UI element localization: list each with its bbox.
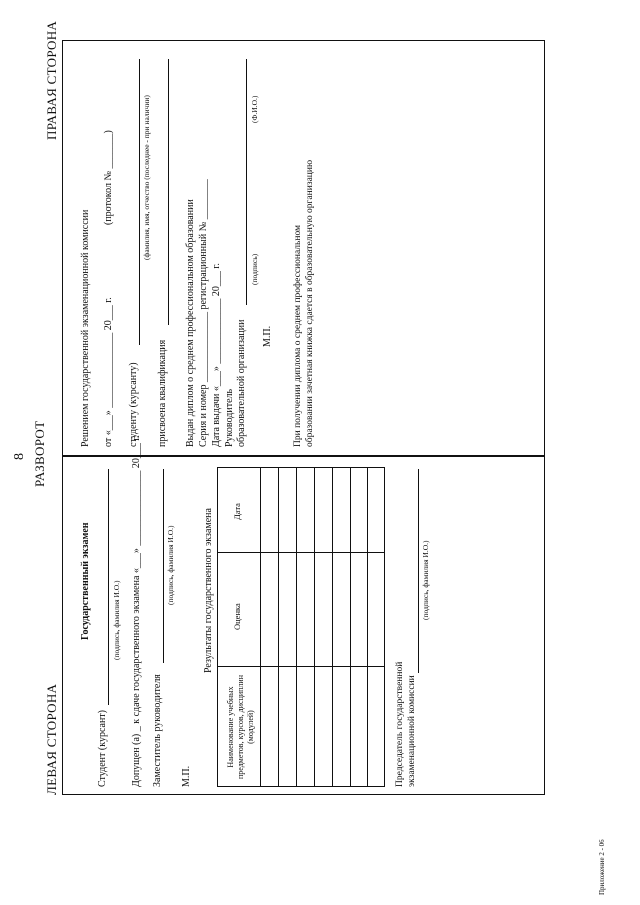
chairman-hint: (подпись, фамилия И.О.) xyxy=(421,540,430,620)
qualification-label: присвоена квалификация xyxy=(157,339,168,447)
chairman-label-2: экзаменационной комиссии xyxy=(407,675,417,787)
head-label-2: образовательной организации xyxy=(236,319,247,447)
deputy-label: Заместитель руководителя xyxy=(152,674,163,787)
student-signature-line xyxy=(108,469,109,705)
note-line-2: образовании зачетная книжка сдается в образовательную организацию xyxy=(305,159,315,447)
chairman-signature-line xyxy=(418,469,419,673)
table-row-divider xyxy=(278,467,279,787)
table-row-divider xyxy=(296,467,297,787)
head-signature-line xyxy=(246,59,247,305)
student-line-label: студенту (курсанту) xyxy=(128,362,139,447)
spread-title: РАЗВОРОТ xyxy=(32,420,47,487)
issue-date-line: Дата выдачи «___» _____________ 20___ г. xyxy=(211,263,222,447)
diploma-issued-label: Выдан диплом о среднем профессиональном образовании xyxy=(185,199,196,447)
exam-title: Государственный экзамен xyxy=(80,522,91,640)
admitted-label: Допущен (а) _ к сдаче государственного экзамена «___» _______________ 20___ г. xyxy=(131,435,142,787)
right-mp: М.П. xyxy=(262,325,273,347)
from-date-line: от «___» _______________ 20___ г. xyxy=(103,297,114,447)
signature-hint: (подпись) xyxy=(250,253,259,285)
fio-hint: (Ф.И.О.) xyxy=(250,95,259,123)
table-header-grade: Оценка xyxy=(232,603,242,630)
deputy-signature-line xyxy=(163,469,164,663)
table-header-divider xyxy=(260,467,261,787)
table-row-divider xyxy=(332,467,333,787)
results-title: Результаты государственного экзамена xyxy=(203,508,214,673)
table-header-date: Дата xyxy=(232,503,242,520)
head-label-1: Руководитель xyxy=(224,388,235,447)
right-side-title: ПРАВАЯ СТОРОНА xyxy=(44,20,59,140)
table-row-divider xyxy=(314,467,315,787)
left-side-title: ЛЕВАЯ СТОРОНА xyxy=(44,683,59,795)
left-mp: М.П. xyxy=(181,765,192,787)
table-row-divider xyxy=(350,467,351,787)
decision-label: Решением государственной экзаменационной комиссии xyxy=(80,209,91,447)
student-name-line xyxy=(139,59,140,345)
deputy-hint: (подпись, фамилия И.О.) xyxy=(166,525,175,605)
table-col-divider-1 xyxy=(217,666,385,667)
student-label: Студент (курсант) xyxy=(97,710,108,787)
series-line: Серия и номер ______________ регистрационный № ________ xyxy=(198,179,209,447)
page-number: 8 xyxy=(12,452,27,460)
appendix-note: Приложение 2 - 06 xyxy=(598,839,606,895)
student-hint: (подпись, фамилия И.О.) xyxy=(112,580,121,660)
table-col-divider-2 xyxy=(217,552,385,553)
table-header-subjects: Наименование учебных предметов, курсов, дисциплин (модулей) xyxy=(226,675,255,779)
student-name-hint: (фамилия, имя, отчество (последнее - при наличии) xyxy=(142,95,151,260)
table-row-divider xyxy=(367,467,368,787)
chairman-label-1: Председатель государственной xyxy=(395,661,405,787)
qualification-line xyxy=(168,59,169,325)
note-line-1: При получении диплома о среднем профессиональном xyxy=(293,224,303,447)
protocol-line: (протокол № _______) xyxy=(103,130,114,225)
